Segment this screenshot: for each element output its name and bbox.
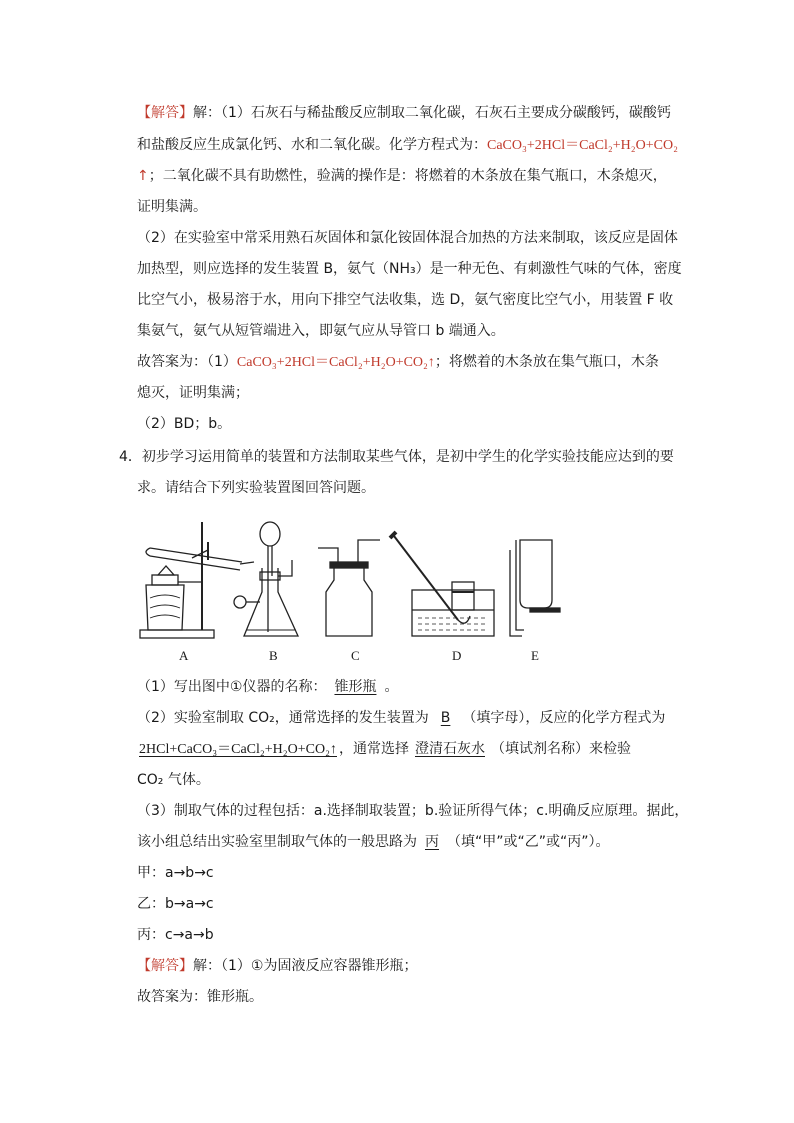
solution-line-2: 故答案为：锥形瓶。	[137, 989, 263, 1005]
answer-blank-2: B	[440, 710, 451, 726]
final-answer-line-1: 故答案为：（1）CaCO₃+2HCl＝CaCl₂+H₂O+CO₂↑；将燃着的木条放在集气瓶口，木条	[137, 354, 659, 370]
option-jia: 甲：a→b→c	[137, 865, 214, 881]
answer-blank-3: 澄清石灰水	[415, 741, 485, 757]
figure-label-a: A	[179, 648, 189, 663]
figure-label-b: B	[269, 648, 278, 663]
answer-tag: 【解答】	[137, 105, 193, 121]
answer-line-6: 加热型，则应选择的发生装置 B，氨气（NH₃）是一种无色、有刺激性气味的气体，密度	[137, 261, 682, 277]
subquestion-2-line-1: （2）实验室制取 CO₂，通常选择的发生装置为 B （填字母），反应的化学方程式为	[137, 710, 666, 726]
final-answer-line-3: （2）BD；b。	[137, 416, 232, 432]
answer-line-7: 比空气小，极易溶于水，用向下排空气法收集，选 D，氨气密度比空气小，用装置 F 收	[137, 292, 674, 308]
question-4-stem-2: 求。请结合下列实验装置图回答问题。	[137, 480, 375, 496]
answer-line-1: 【解答】解：（1）石灰石与稀盐酸反应制取二氧化碳，石灰石主要成分碳酸钙，碳酸钙	[137, 105, 671, 121]
subquestion-2-line-3: CO₂ 气体。	[137, 772, 210, 788]
apparatus-c	[318, 540, 380, 636]
option-yi: 乙：b→a→c	[137, 896, 214, 912]
answer-line-4: 证明集满。	[137, 199, 207, 215]
solution-line-1: 【解答】解：（1）①为固液反应容器锥形瓶；	[137, 958, 418, 974]
answer-line-3: ↑；二氧化碳不具有助燃性，验满的操作是：将燃着的木条放在集气瓶口，木条熄灭，	[137, 168, 667, 184]
option-bing: 丙：c→a→b	[137, 927, 214, 943]
subquestion-3-line-2: 该小组总结出实验室里制取气体的一般思路为 丙 （填“甲”或“乙”或“丙”）。	[137, 834, 610, 850]
answer-line-2: 和盐酸反应生成氯化钙、水和二氧化碳。化学方程式为：CaCO₃+2HCl＝CaCl₂+H₂O+CO₂	[137, 137, 678, 153]
equation: CaCO₃+2HCl＝CaCl₂+H₂O+CO₂	[487, 138, 678, 153]
figure-label-c: C	[351, 648, 360, 663]
answer-equation: 2HCl+CaCO₃＝CaCl₂+H₂O+CO₂↑	[139, 742, 337, 757]
apparatus-figure	[132, 520, 562, 670]
apparatus-a	[140, 522, 254, 638]
figure-label-d: D	[452, 648, 462, 663]
answer-blank-1: 锥形瓶	[334, 679, 377, 695]
figure-label-e: E	[531, 648, 539, 663]
apparatus-d	[390, 532, 494, 636]
answer-line-8: 集氨气，氨气从短管端进入，即氨气应从导管口 b 端通入。	[137, 323, 505, 339]
apparatus-e	[510, 540, 560, 636]
apparatus-b	[234, 522, 298, 636]
subquestion-2-line-2: 2HCl+CaCO₃＝CaCl₂+H₂O+CO₂↑ ，通常选择 澄清石灰水 （填试剂名称）来检验	[137, 739, 631, 760]
subquestion-3-line-1: （3）制取气体的过程包括：a.选择制取装置；b.验证所得气体；c.明确反应原理。据此，	[137, 803, 689, 819]
apparatus-drawing	[132, 520, 562, 645]
subquestion-1: （1）写出图中①仪器的名称： 锥形瓶 。	[137, 679, 399, 695]
answer-blank-4: 丙	[425, 834, 439, 850]
solution-tag: 【解答】	[137, 958, 193, 974]
question-4-stem-1: 4．初步学习运用简单的装置和方法制取某些气体，是初中学生的化学实验技能应达到的要	[119, 449, 674, 465]
final-answer-line-2: 熄灭，证明集满；	[137, 385, 249, 401]
answer-line-5: （2）在实验室中常采用熟石灰固体和氯化铵固体混合加热的方法来制取，该反应是固体	[137, 230, 678, 246]
